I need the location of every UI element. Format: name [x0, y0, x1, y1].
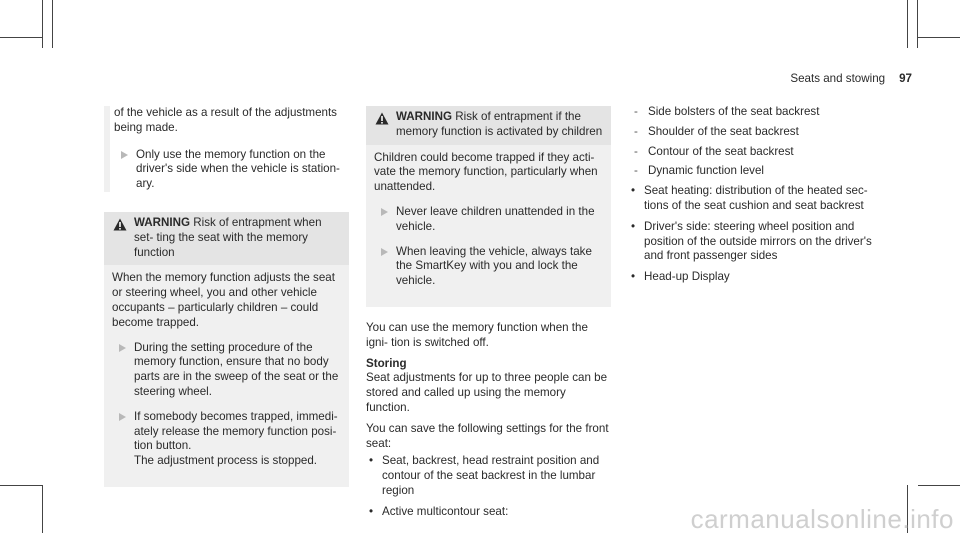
warning-body [104, 265, 349, 487]
crop-mark [52, 0, 53, 48]
column-1 [104, 106, 349, 487]
warning-header [366, 106, 611, 145]
paragraph: You can use the memory function when the igni- tion is switched off. [366, 320, 588, 349]
warning-body [366, 145, 611, 307]
crop-mark [918, 485, 960, 486]
warning-triangle-icon [113, 218, 127, 231]
list-item [628, 125, 873, 140]
bullet-dot-icon: • [369, 504, 374, 518]
bullet-dot-icon: • [631, 184, 636, 198]
list-item-text: Head-up Display [644, 270, 730, 284]
list-item [366, 505, 611, 520]
dash-marker: - [634, 164, 638, 178]
warning-step-text: When leaving the vehicle, always take the SmartKey with you and lock the vehicle. [396, 244, 592, 288]
intro-text: of the vehicle as a result of the adjustments being made. [114, 106, 337, 134]
warning-label: WARNING [134, 215, 191, 229]
arrow-right-icon [119, 344, 126, 352]
warning-label: WARNING [396, 110, 453, 123]
crop-mark [907, 0, 908, 48]
warning-step [112, 341, 341, 400]
warning-step-text: If somebody becomes trapped, immedi- ately release the memory function posi- tion button. [134, 409, 338, 453]
list-item [366, 454, 611, 498]
intro-block [104, 106, 349, 192]
arrow-right-icon [119, 413, 126, 421]
warning-box [104, 212, 349, 487]
list-item [628, 105, 873, 120]
storing-heading: Storing [366, 356, 407, 370]
section-title: Seats and stowing [790, 72, 886, 85]
column-2 [366, 106, 611, 523]
bullet-dot-icon: • [631, 219, 636, 233]
crop-mark [42, 0, 43, 48]
list-item [628, 164, 873, 179]
arrow-right-icon [381, 208, 388, 216]
list-item-text: Shoulder of the seat backrest [648, 124, 799, 138]
warning-box [366, 106, 611, 307]
paragraph: You can save the following settings for the front seat: [366, 421, 609, 450]
list-item-text: Seat heating: distribution of the heated sec- tions of the seat cushion and seat backrest [644, 184, 868, 212]
list-item-text: Dynamic function level [648, 164, 764, 178]
warning-step [374, 245, 603, 289]
warning-text: Children could become trapped if they acti- vate the memory function, particularly when unattended. [374, 150, 598, 194]
warning-step [112, 410, 341, 469]
crop-mark [918, 37, 960, 38]
list-item [628, 270, 873, 285]
warning-text: When the memory function adjusts the seat or steering wheel, you and other vehicle occupants – particularly children – could become trapped. [112, 271, 335, 329]
list-item-text: Contour of the seat backrest [648, 144, 794, 158]
note-text: Only use the memory function on the driver's side when the vehicle is station- ary. [136, 147, 340, 191]
column-3 [628, 100, 873, 288]
list-item [628, 220, 873, 264]
warning-header [104, 212, 349, 265]
list-item-text: Driver's side: steering wheel position and position of the outside mirrors on the driver's and front passenger sides [644, 219, 872, 263]
bullet-dot-icon: • [369, 454, 374, 468]
list-item [628, 145, 873, 160]
crop-mark [42, 485, 43, 533]
paragraph: Seat adjustments for up to three people can be stored and called up using the memory function. [366, 371, 608, 414]
warning-step [374, 205, 603, 235]
dash-marker: - [634, 105, 638, 118]
page-number: 97 [899, 72, 912, 85]
arrow-right-icon [381, 248, 388, 256]
list-item-text: Active multicontour seat: [382, 504, 509, 518]
warning-title: Risk of entrapment if the memory function is activated by children [396, 110, 603, 138]
crop-mark [917, 0, 918, 48]
warning-step-text: During the setting procedure of the memory function, ensure that no body parts are in the sweep of the seat or the steering wheel. [134, 340, 339, 398]
list-item-text: Side bolsters of the seat backrest [648, 105, 820, 118]
dash-marker: - [634, 144, 638, 158]
page-header [790, 72, 912, 87]
watermark: carmanualsonline.info [690, 504, 954, 534]
note-item [114, 148, 349, 192]
crop-mark [0, 37, 42, 38]
warning-step-text: Never leave children unattended in the vehicle. [396, 204, 595, 233]
warning-triangle-icon [375, 112, 389, 125]
crop-mark [0, 485, 42, 486]
warning-step-result: The adjustment process is stopped. [134, 454, 318, 468]
dash-marker: - [634, 124, 638, 138]
arrow-right-icon [121, 151, 128, 159]
list-item [628, 184, 873, 214]
list-item-text: Seat, backrest, head restraint position and contour of the seat backrest in the lumbar region [382, 454, 600, 497]
warning-title: Risk of entrapment when set- ting the seat with the memory function [134, 215, 322, 259]
bullet-dot-icon: • [631, 270, 636, 284]
